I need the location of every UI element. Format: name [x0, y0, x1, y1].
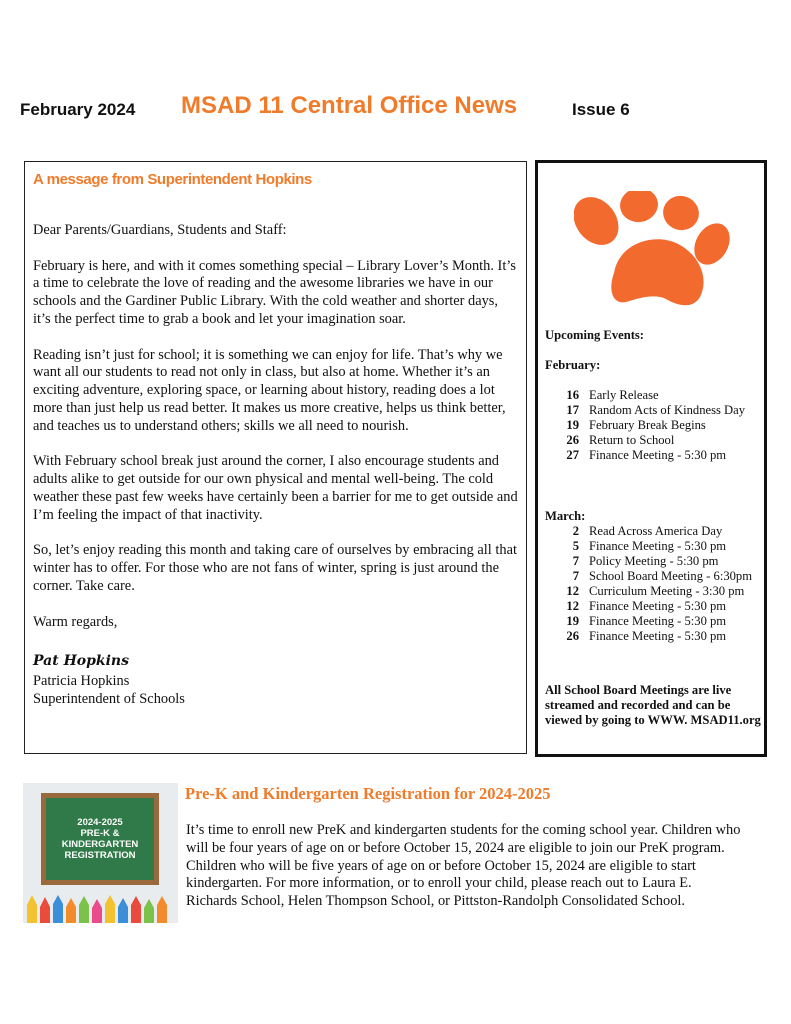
event-row — [545, 433, 763, 448]
events-heading: Upcoming Events: — [545, 328, 645, 342]
event-day: 16 — [566, 388, 579, 402]
board-text: KINDERGARTEN — [61, 839, 139, 850]
board-text: 2024-2025 — [77, 817, 123, 828]
event-day: 19 — [566, 614, 579, 628]
event-row — [545, 418, 763, 433]
board-text: PRE-K & — [80, 828, 120, 839]
event-row — [545, 403, 763, 418]
board-text: REGISTRATION — [64, 850, 136, 861]
message-paragraph: So, let’s enjoy reading this month and taking care of ourselves by embracing all that winter has to offer. For those who are not fans of winter, spring is just around the corner. Take care. — [33, 542, 517, 594]
event-day: 26 — [566, 433, 579, 447]
event-row — [545, 569, 763, 584]
newsletter-title: MSAD 11 Central Office News — [181, 92, 518, 119]
event-row — [545, 524, 763, 539]
registration-title: Pre-K and Kindergarten Registration for 2024-2025 — [185, 784, 551, 803]
event-day: 2 — [572, 524, 579, 538]
message-paragraph: February is here, and with it comes something special – Library Lover’s Month. It’s a time to celebrate the love of reading and the awesome libraries we have in our schools and the Gardiner Public Library. With the cold weather and shorter days, it’s the perfect time to grab a book and let your imagination soar. — [33, 257, 516, 327]
issue-date: February 2024 — [20, 100, 136, 119]
event-row — [545, 539, 763, 554]
event-description: Finance Meeting - 5:30 pm — [589, 629, 727, 643]
event-description: School Board Meeting - 6:30pm — [589, 569, 752, 583]
event-day: 17 — [566, 403, 579, 417]
event-description: Random Acts of Kindness Day — [589, 403, 746, 417]
event-description: Policy Meeting - 5:30 pm — [589, 554, 719, 568]
event-description: Early Release — [589, 388, 659, 402]
signer-role: Superintendent of Schools — [33, 690, 185, 707]
event-description: Finance Meeting - 5:30 pm — [589, 599, 727, 613]
event-description: Curriculum Meeting - 3:30 pm — [589, 584, 745, 598]
event-row — [545, 554, 763, 569]
event-day: 19 — [566, 418, 579, 432]
event-description: Finance Meeting - 5:30 pm — [589, 614, 727, 628]
event-description: Finance Meeting - 5:30 pm — [589, 539, 727, 553]
message-body — [33, 222, 519, 709]
february-label: February: — [545, 358, 601, 372]
event-row — [545, 614, 763, 629]
event-row — [545, 388, 763, 403]
event-description: Finance Meeting - 5:30 pm — [589, 448, 727, 462]
event-row — [545, 629, 763, 644]
signer-name: Patricia Hopkins — [33, 673, 130, 690]
event-description: February Break Begins — [589, 418, 706, 432]
message-heading: A message from Superintendent Hopkins — [33, 171, 312, 188]
message-paragraph: Reading isn’t just for school; it is something we can enjoy for life. That’s why we want all our students to read not only in class, but also at home. Whether it’s an exciting adventure, exploring space, or learning about history, reading does a lot more than just help us read better. It makes us more creative, helps us think better, and teaches us to understand others; skills we all need to nourish. — [33, 346, 506, 434]
paw-print-icon — [574, 191, 734, 311]
chalkboard — [41, 793, 159, 885]
pencil-row-icon — [23, 895, 178, 923]
events-sidebar — [535, 160, 767, 757]
event-day: 27 — [566, 448, 579, 462]
signature: Pat Hopkins — [33, 653, 129, 670]
event-day: 12 — [566, 599, 579, 613]
event-description: Read Across America Day — [589, 524, 723, 538]
event-day: 12 — [566, 584, 579, 598]
superintendent-message-box — [24, 161, 527, 754]
message-closing: Warm regards, — [33, 613, 118, 630]
event-day: 26 — [566, 629, 579, 643]
board-meeting-note: All School Board Meetings are live streamed and recorded and can be viewed by going to WWW. MSAD11.org — [545, 683, 761, 727]
event-day: 7 — [572, 569, 579, 583]
event-row — [545, 448, 763, 463]
march-label: March: — [545, 509, 586, 523]
event-row — [545, 584, 763, 599]
event-description: Return to School — [589, 433, 675, 447]
message-paragraph: With February school break just around the corner, I also encourage students and adults alike to get outside for our own physical and mental well-being. The cold weather these past few weeks have certainly been a barrier for me to get outside and I’m feeling the impact of that inactivity. — [33, 453, 518, 523]
message-greeting: Dear Parents/Guardians, Students and Staff: — [33, 222, 287, 238]
registration-body: It’s time to enroll new PreK and kindergarten students for the coming school year. Children who will be four years of age on or before October 15, 2024 are eligible to join our PreK program. Children who will be five years of age on or before October 15, 2024 are eligible to start kindergarten. For more information, or to enroll your child, please reach out to Laura E. Richards School, Helen Thompson School, or Pittston-Randolph Consolidated School. — [186, 822, 741, 910]
event-day: 7 — [572, 554, 579, 568]
event-row — [545, 599, 763, 614]
events-list — [545, 328, 763, 728]
event-day: 5 — [572, 539, 579, 553]
issue-number: Issue 6 — [572, 100, 630, 119]
registration-image — [23, 783, 178, 923]
